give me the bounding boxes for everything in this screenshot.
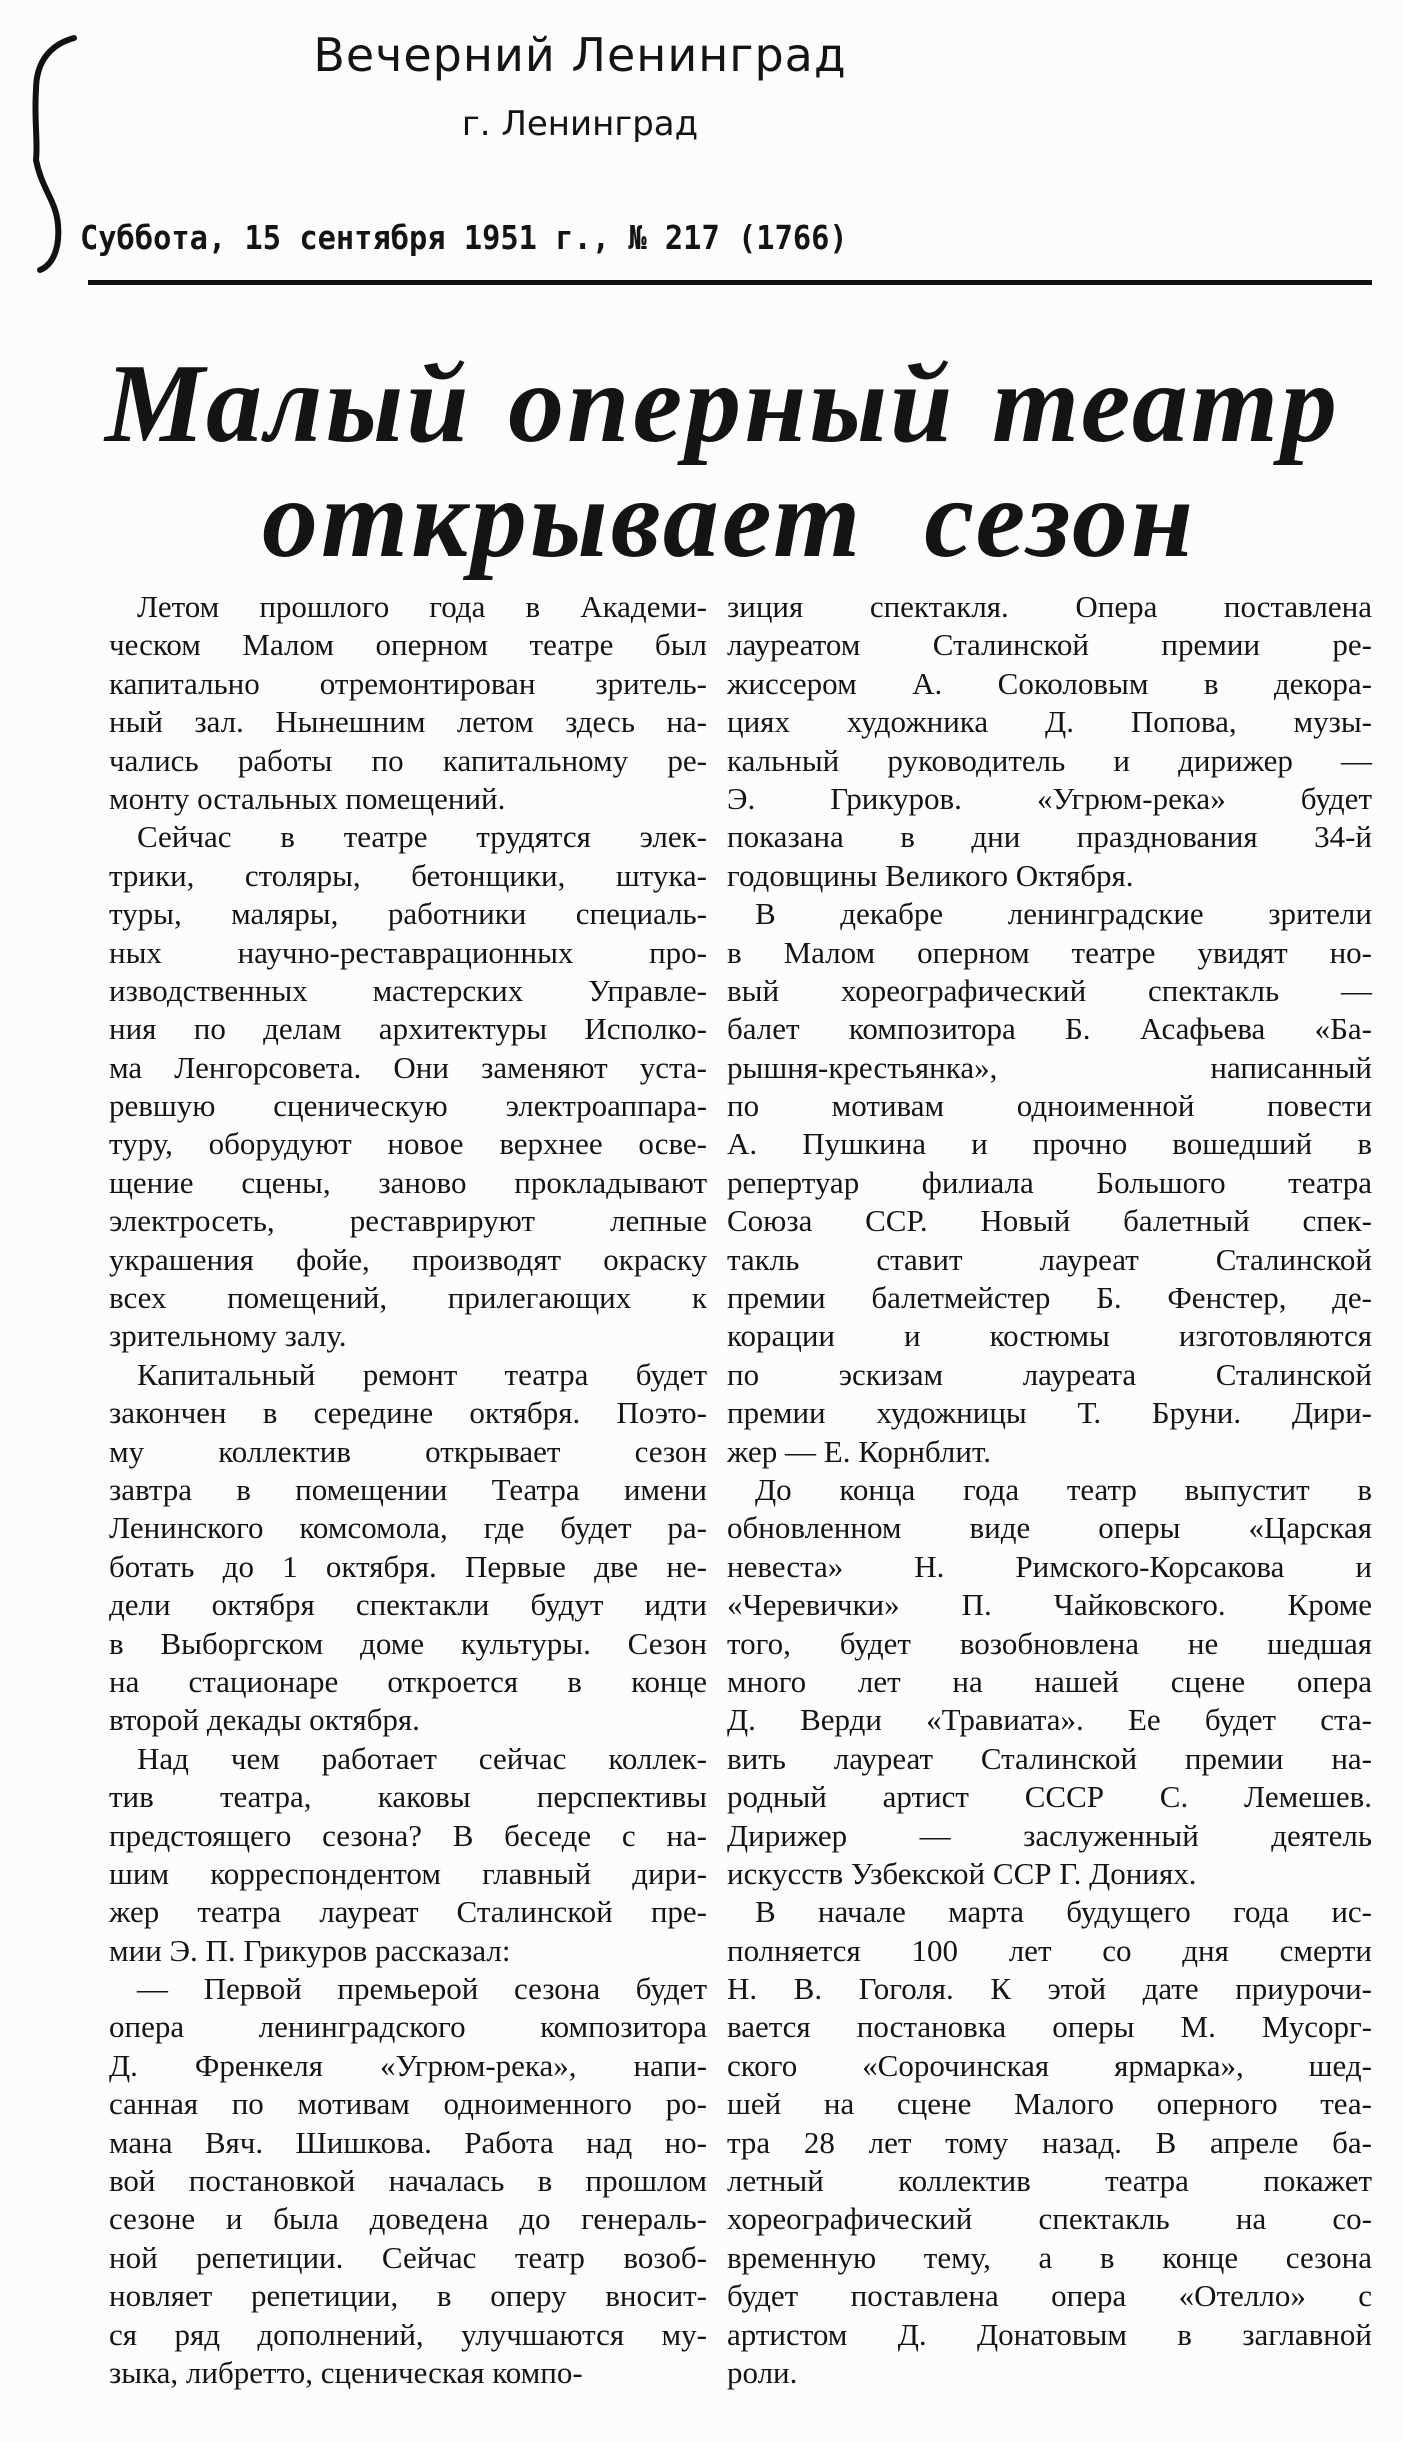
header-rule: [88, 280, 1372, 285]
text-line: премии балетмейстер Б. Фенстер, де-: [727, 1280, 1372, 1316]
text-line: ботать до 1 октября. Первые две не-: [109, 1548, 707, 1584]
article-paragraph: [727, 895, 1372, 1471]
text-line: Ленинского комсомола, где будет ра-: [109, 1510, 707, 1546]
article-paragraph: [727, 1893, 1372, 2392]
issue-dateline: Суббота, 15 сентября 1951 г., № 217 (1766): [80, 218, 848, 257]
article-paragraph: [109, 1740, 707, 1970]
text-line: Капитальный ремонт театра будет: [137, 1356, 707, 1392]
text-line: вить лауреат Сталинской премии на-: [727, 1740, 1372, 1776]
text-line: всех помещений, прилегающих к: [109, 1280, 707, 1316]
text-line: ма Ленгорсовета. Они заменяют уста-: [109, 1049, 707, 1085]
text-line: ревшую сценическую электроаппара-: [109, 1088, 707, 1124]
text-line: репертуар филиала Большого театра: [727, 1164, 1372, 1200]
text-line: много лет на нашей сцене опера: [727, 1663, 1372, 1699]
text-line: по мотивам одноименной повести: [727, 1088, 1372, 1124]
text-line: в Малом оперном театре увидят но-: [727, 934, 1372, 970]
text-line: рышня-крестьянка», написанный: [727, 1049, 1372, 1085]
text-line: В начале марта будущего года ис-: [755, 1894, 1372, 1930]
text-line: балет композитора Б. Асафьева «Ба-: [727, 1011, 1372, 1047]
text-line: В декабре ленинградские зрители: [755, 896, 1372, 932]
text-line: такль ставит лауреат Сталинской: [727, 1241, 1372, 1277]
newspaper-city: г. Ленинград: [461, 104, 699, 144]
article-paragraph: [109, 1970, 707, 2392]
text-line: туры, маляры, работники специаль-: [109, 896, 707, 932]
text-line: ной репетиции. Сейчас театр возоб-: [109, 2239, 707, 2275]
text-line: обновленном виде оперы «Царская: [727, 1510, 1372, 1546]
text-line: изводственных мастерских Управле-: [109, 972, 707, 1008]
article-paragraph: [727, 1471, 1372, 1893]
text-line: Союза ССР. Новый балетный спек-: [727, 1203, 1372, 1239]
text-line: на стационаре откроется в конце: [109, 1663, 707, 1699]
text-line: щение сцены, заново прокладывают: [109, 1164, 707, 1200]
text-line: украшения фойе, производят окраску: [109, 1241, 707, 1277]
text-line: второй декады октября.: [109, 1702, 420, 1738]
text-line: сезоне и была доведена до генераль-: [109, 2201, 707, 2237]
text-line: мии Э. П. Грикуров рассказал:: [109, 1932, 511, 1968]
text-line: Д. Верди «Травиата». Ее будет ста-: [727, 1702, 1372, 1738]
text-line: того, будет возобновлена не шедшая: [727, 1625, 1372, 1661]
text-line: ческом Малом оперном театре был: [109, 627, 707, 663]
text-line: ся ряд дополнений, улучшаются му-: [109, 2316, 707, 2352]
text-line: трики, столяры, бетонщики, штука-: [109, 857, 707, 893]
text-line: Сейчас в театре трудятся элек-: [137, 819, 707, 855]
text-line: родный артист СССР С. Лемешев.: [727, 1779, 1372, 1815]
text-line: закончен в середине октября. Поэто-: [109, 1395, 707, 1431]
text-line: дели октября спектакли будут идти: [109, 1587, 707, 1623]
text-line: жиссером А. Соколовым в декора-: [727, 665, 1372, 701]
text-line: ный зал. Нынешним летом здесь на-: [109, 704, 707, 740]
text-line: электросеть, реставрируют лепные: [109, 1203, 707, 1239]
text-line: по эскизам лауреата Сталинской: [727, 1356, 1372, 1392]
text-line: Дирижер — заслуженный деятель: [727, 1817, 1372, 1853]
text-line: Летом прошлого года в Академи-: [137, 589, 707, 624]
article-paragraph: [109, 1356, 707, 1740]
text-line: роли.: [727, 2354, 798, 2390]
text-line: — Первой премьерой сезона будет: [137, 1971, 707, 2007]
article-paragraph: [727, 588, 1372, 895]
text-line: монту остальных помещений.: [109, 780, 506, 816]
text-line: Над чем работает сейчас коллек-: [137, 1740, 707, 1776]
text-line: чались работы по капитальному ре-: [109, 742, 707, 778]
text-line: завтра в помещении Театра имени: [109, 1471, 707, 1507]
text-line: кальный руководитель и дирижер —: [727, 742, 1372, 778]
text-line: туру, оборудуют новое верхнее осве-: [109, 1126, 707, 1162]
headline-line-1: Малый оперный театр: [105, 342, 1340, 466]
text-line: До конца года театр выпустит в: [755, 1471, 1372, 1507]
text-line: зиция спектакля. Опера поставлена: [727, 589, 1372, 624]
text-line: вый хореографический спектакль —: [727, 972, 1372, 1008]
text-line: искусств Узбекской ССР Г. Дониях.: [727, 1855, 1197, 1891]
text-line: А. Пушкина и прочно вошедший в: [727, 1126, 1372, 1162]
text-line: вой постановкой началась в прошлом: [109, 2163, 707, 2199]
text-line: «Черевички» П. Чайковского. Кроме: [727, 1587, 1372, 1623]
text-line: Н. В. Гоголя. К этой дате приурочи-: [727, 1971, 1372, 2007]
text-line: корации и костюмы изготовляются: [727, 1318, 1372, 1354]
text-line: опера ленинградского композитора: [109, 2009, 707, 2045]
text-line: вается постановка оперы М. Мусорг-: [727, 2009, 1372, 2045]
newspaper-name: Вечерний Ленинград: [313, 28, 847, 82]
text-line: летный коллектив театра покажет: [727, 2163, 1372, 2199]
text-line: Д. Френкеля «Угрюм-река», напи-: [109, 2047, 707, 2083]
text-line: жер театра лауреат Сталинской пре-: [109, 1894, 707, 1930]
text-line: лауреатом Сталинской премии ре-: [727, 627, 1372, 663]
text-line: хореографический спектакль на со-: [727, 2201, 1372, 2237]
text-line: шим корреспондентом главный дири-: [109, 1855, 707, 1891]
text-line: годовщины Великого Октября.: [727, 857, 1134, 893]
text-line: зрительному залу.: [109, 1318, 347, 1354]
text-line: тив театра, каковы перспективы: [109, 1779, 707, 1815]
text-line: предстоящего сезона? В беседе с на-: [109, 1817, 707, 1853]
text-line: шей на сцене Малого оперного теа-: [727, 2086, 1372, 2122]
text-line: жер — Е. Корнблит.: [727, 1433, 991, 1469]
article-column-1: [109, 588, 707, 2392]
text-line: ского «Сорочинская ярмарка», шед-: [727, 2047, 1372, 2083]
text-line: показана в дни празднования 34-й: [727, 819, 1372, 855]
text-line: санная по мотивам одноименного ро-: [109, 2086, 707, 2122]
text-line: мана Вяч. Шишкова. Работа над но-: [109, 2124, 707, 2160]
text-line: полняется 100 лет со дня смерти: [727, 1932, 1372, 1968]
text-line: артистом Д. Донатовым в заглавной: [727, 2316, 1372, 2352]
text-line: ных научно-реставрационных про-: [109, 934, 707, 970]
text-line: му коллектив открывает сезон: [109, 1433, 707, 1469]
headline-line-2: открывает сезон: [262, 457, 1197, 581]
text-line: новляет репетиции, в оперу вносит-: [109, 2278, 707, 2314]
text-line: тра 28 лет тому назад. В апреле ба-: [727, 2124, 1372, 2160]
article-paragraph: [109, 818, 707, 1355]
text-line: будет поставлена опера «Отелло» с: [727, 2278, 1372, 2314]
article-column-2: [727, 588, 1372, 2392]
text-line: в Выборгском доме культуры. Сезон: [109, 1625, 707, 1661]
text-line: зыка, либретто, сценическая компо-: [109, 2354, 583, 2390]
text-line: премии художницы Т. Бруни. Дири-: [727, 1395, 1372, 1431]
text-line: ния по делам архитектуры Исполко-: [109, 1011, 707, 1047]
text-line: невеста» Н. Римского-Корсакова и: [727, 1548, 1372, 1584]
text-line: капитально отремонтирован зритель-: [109, 665, 707, 701]
text-line: временную тему, а в конце сезона: [727, 2239, 1372, 2275]
article-paragraph: [109, 588, 707, 818]
text-line: Э. Грикуров. «Угрюм-река» будет: [727, 780, 1372, 816]
text-line: циях художника Д. Попова, музы-: [727, 704, 1372, 740]
